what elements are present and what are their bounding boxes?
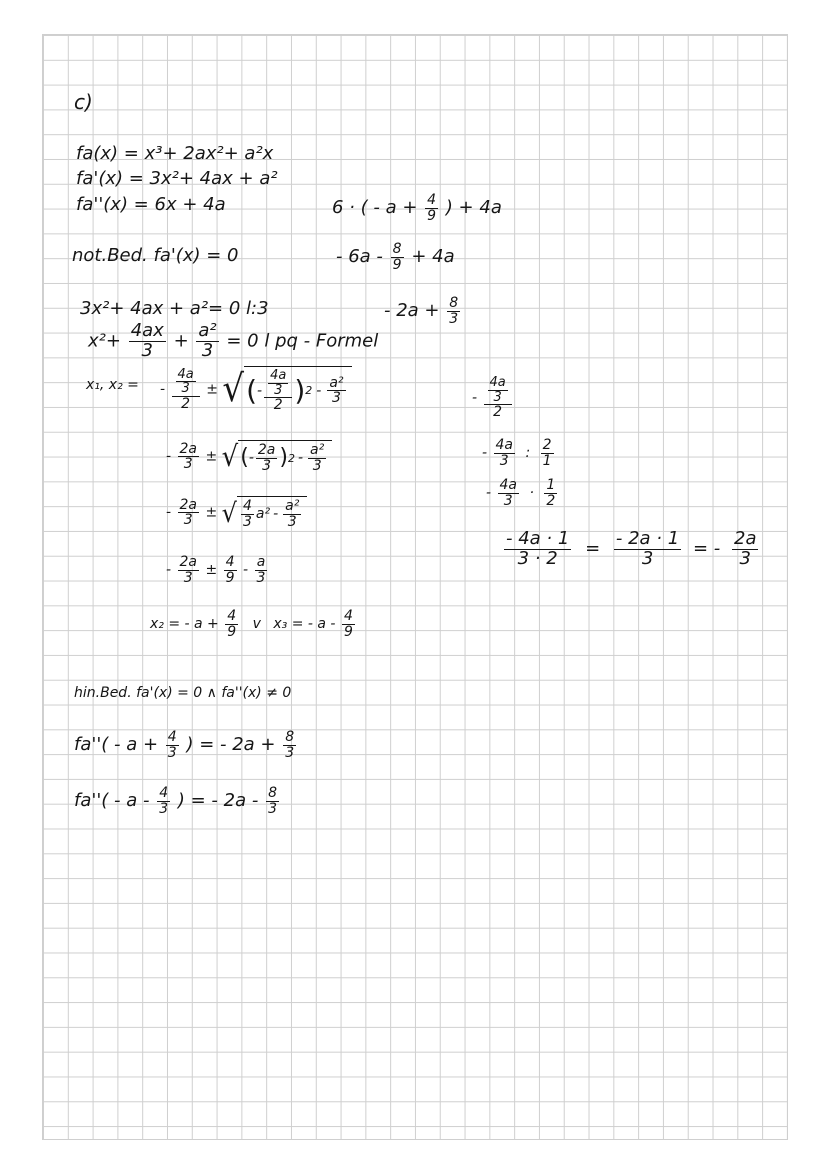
n: 4 bbox=[427, 192, 437, 208]
d: 3 bbox=[285, 744, 295, 761]
pre: 6 · ( - a + bbox=[332, 197, 418, 219]
side-calc-line-1 bbox=[332, 193, 502, 223]
d: 2 bbox=[181, 395, 191, 412]
inner-sign: - bbox=[257, 382, 263, 399]
op: : bbox=[525, 445, 531, 462]
n: 8 bbox=[449, 295, 459, 311]
d: 2 bbox=[273, 397, 283, 414]
plus-minus: ± bbox=[205, 504, 218, 521]
n: - 4a · 1 bbox=[506, 528, 570, 549]
second-derivative: fa''(x) = 6x + 4a bbox=[76, 194, 226, 215]
op: · bbox=[529, 485, 534, 502]
d: 3 bbox=[183, 456, 193, 473]
pq-step-4 bbox=[166, 555, 269, 585]
d: 3 bbox=[242, 513, 252, 530]
post: + 4a bbox=[411, 246, 455, 268]
n: 8 bbox=[268, 785, 277, 801]
d: 9 bbox=[343, 623, 353, 640]
n: 4a bbox=[499, 477, 518, 493]
d: 3 · 2 bbox=[517, 547, 558, 569]
square: 2 bbox=[305, 384, 313, 398]
normalized-pre: x²+ bbox=[88, 330, 121, 352]
sign: - bbox=[166, 504, 172, 521]
pre: - 6a - bbox=[336, 246, 383, 268]
n: 2a bbox=[179, 554, 198, 570]
sqrt: √ ( - $\frac{\frac{4a}{3}}{2}$ ) 2 - $\frac{\text{a²}}{3}$ bbox=[222, 366, 351, 413]
minus: - bbox=[273, 506, 279, 523]
frac-4ax-den: 3 bbox=[141, 339, 153, 361]
n: 4a bbox=[270, 368, 287, 383]
sign: - bbox=[472, 389, 478, 406]
d: 3 bbox=[256, 569, 266, 586]
minus: - bbox=[297, 450, 304, 467]
sign: - bbox=[166, 562, 172, 579]
d: 9 bbox=[427, 207, 437, 224]
check-1 bbox=[74, 730, 298, 760]
d: 3 bbox=[641, 547, 654, 569]
d: 3 bbox=[287, 513, 297, 530]
frac-4ax-num: 4ax bbox=[130, 320, 164, 341]
n: 2a bbox=[179, 440, 198, 457]
d: 3 bbox=[493, 389, 502, 405]
side-calc-a bbox=[472, 376, 514, 420]
d: 3 bbox=[159, 800, 169, 817]
n: a² bbox=[285, 498, 300, 514]
inner-sign: - bbox=[248, 450, 254, 467]
n: a² bbox=[329, 374, 344, 391]
frac-a2-num: a² bbox=[198, 320, 217, 341]
sqrt: √ $\frac{4}{3}$ a² - $\frac{\text{a²}}{3}$ bbox=[222, 496, 308, 529]
n: 4a bbox=[489, 375, 506, 390]
side-calc-line-3 bbox=[384, 296, 462, 326]
n: 4 bbox=[159, 785, 169, 801]
mid: ) = - 2a + bbox=[186, 734, 276, 756]
pre: - 2a + bbox=[384, 300, 440, 322]
d: 9 bbox=[225, 569, 235, 586]
pre: fa''( - a - bbox=[74, 790, 150, 812]
d: 3 bbox=[312, 457, 322, 474]
n: 8 bbox=[285, 729, 295, 745]
root-2: x₃ = - a - bbox=[273, 616, 336, 633]
sufficient-condition: hin.Bed. fa'(x) = 0 ∧ fa''(x) ≠ 0 bbox=[74, 685, 292, 701]
n: 1 bbox=[546, 477, 556, 493]
sqrt: √ ( - $\frac{2a}{3}$ ) 2 - $\frac{\text{a²}}{3}$ bbox=[222, 440, 333, 473]
sign: - bbox=[160, 381, 166, 398]
n: 2 bbox=[542, 437, 552, 453]
d: 3 bbox=[181, 381, 190, 397]
d: 3 bbox=[331, 390, 341, 407]
n: 4 bbox=[343, 608, 353, 624]
eq: = - bbox=[692, 538, 721, 560]
d: 3 bbox=[274, 382, 283, 398]
pq-step-2 bbox=[166, 440, 332, 473]
root-1: x₂ = - a + bbox=[150, 616, 219, 633]
d: 1 bbox=[542, 452, 552, 469]
quadratic-equation: 3x²+ 4ax + a²= 0 l:3 bbox=[80, 298, 269, 319]
square: 2 bbox=[287, 451, 295, 465]
or: v bbox=[252, 616, 261, 633]
plus-minus: ± bbox=[205, 448, 218, 465]
normalized-equation bbox=[88, 322, 378, 361]
minus: - bbox=[243, 562, 249, 579]
d: 3 bbox=[183, 512, 193, 529]
d: 3 bbox=[167, 744, 177, 761]
n: 4 bbox=[227, 608, 237, 624]
d: 2 bbox=[546, 492, 556, 509]
n: a bbox=[256, 554, 266, 570]
n: 4a bbox=[177, 366, 194, 382]
pre: fa''( - a + bbox=[74, 734, 159, 756]
n: 4 bbox=[225, 554, 235, 570]
pq-step-3 bbox=[166, 496, 307, 529]
eq: = bbox=[585, 538, 601, 560]
n: 2a bbox=[179, 496, 198, 513]
n: 8 bbox=[392, 241, 402, 257]
d: 3 bbox=[268, 800, 277, 817]
normalized-plus: + bbox=[173, 330, 189, 352]
d: 3 bbox=[739, 547, 751, 569]
mid: ) = - 2a - bbox=[177, 790, 259, 812]
d: 3 bbox=[499, 452, 509, 469]
sign: - bbox=[486, 485, 492, 502]
d: 3 bbox=[262, 457, 272, 474]
post: ) + 4a bbox=[445, 197, 502, 219]
n: 4 bbox=[167, 729, 177, 745]
part-label: c) bbox=[74, 90, 93, 114]
d: 2 bbox=[493, 404, 503, 421]
var: a² bbox=[255, 506, 271, 523]
d: 3 bbox=[503, 492, 513, 509]
d: 9 bbox=[227, 623, 237, 640]
n: 2a bbox=[257, 442, 276, 458]
d: 3 bbox=[183, 569, 193, 586]
side-calc-d bbox=[502, 530, 760, 569]
minus: - bbox=[316, 382, 322, 399]
d: 3 bbox=[449, 310, 459, 327]
n: 2a bbox=[734, 528, 757, 549]
necessary-condition: not.Bed. fa'(x) = 0 bbox=[72, 245, 239, 266]
sign: - bbox=[166, 448, 172, 465]
first-derivative: fa'(x) = 3x²+ 4ax + a² bbox=[76, 168, 278, 189]
n: 4a bbox=[495, 437, 514, 453]
n: 4 bbox=[242, 498, 252, 514]
pq-step-1 bbox=[160, 366, 352, 413]
normalized-post: = 0 l pq - Formel bbox=[226, 330, 379, 352]
side-calc-c bbox=[486, 478, 559, 508]
roots-line bbox=[150, 609, 357, 639]
frac-a2-den: 3 bbox=[201, 339, 214, 361]
check-2 bbox=[74, 786, 281, 816]
sign: - bbox=[482, 445, 488, 462]
side-calc-b bbox=[482, 438, 556, 468]
n: - 2a · 1 bbox=[615, 528, 680, 549]
function-definition: fa(x) = x³+ 2ax²+ a²x bbox=[76, 143, 274, 164]
pq-label: x₁, x₂ = bbox=[86, 377, 139, 393]
plus-minus: ± bbox=[205, 562, 218, 579]
plus-minus: ± bbox=[206, 381, 218, 398]
side-calc-line-2 bbox=[336, 242, 455, 272]
n: a² bbox=[310, 442, 325, 458]
d: 9 bbox=[392, 256, 402, 273]
